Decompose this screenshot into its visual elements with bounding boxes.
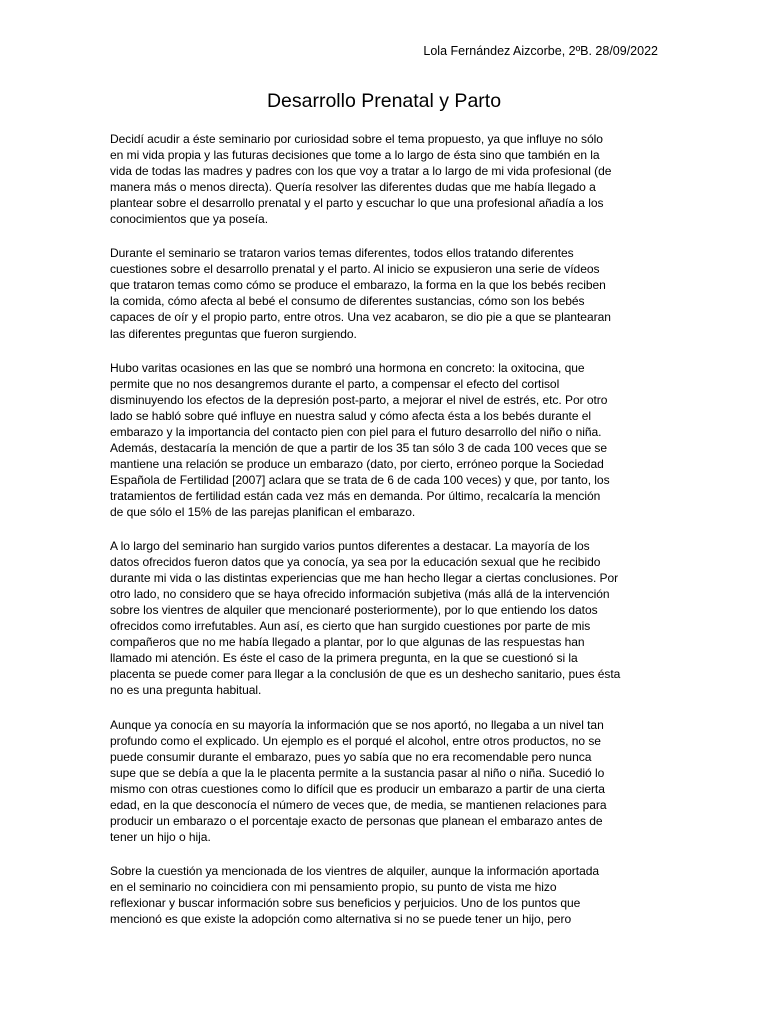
text-line: capaces de oír y el propio parto, entre otros. Una vez acabaron, se dio pie a que se plantearan: [110, 310, 611, 325]
text-line: profundo como el explicado. Un ejemplo es el porqué el alcohol, entre otros productos, no se: [110, 733, 601, 748]
text-line: no es una pregunta habitual.: [110, 683, 262, 698]
paragraph: [110, 717, 660, 845]
paragraph: [110, 245, 660, 341]
text-line: edad, en la que desconocía el número de veces que, de media, se mantienen relaciones para: [110, 797, 607, 812]
text-line: otro lado, no considero que se haya ofrecido información subjetiva (más allá de la intervención: [110, 587, 610, 602]
text-line: manera más o menos directa). Quería resolver las diferentes dudas que me había llegado a: [110, 180, 596, 195]
text-line: mantiene una relación se produce un embarazo (dato, por cierto, erróneo porque la Sociedad: [110, 456, 604, 471]
text-line: producir un embarazo o el porcentaje exacto de personas que planean el embarazo antes de: [110, 813, 603, 828]
text-line: Durante el seminario se trataron varios temas diferentes, todos ellos tratando diferentes: [110, 246, 574, 261]
text-line: tratamientos de fertilidad están cada vez más en demanda. Por último, recalcaría la mención: [110, 488, 601, 503]
text-line: mencionó es que existe la adopción como alternativa si no se puede tener un hijo, pero: [110, 912, 572, 927]
text-line: embarazo y la importancia del contacto pien con piel para el futuro desarrollo del niño o niña.: [110, 424, 602, 439]
text-line: datos ofrecidos fueron datos que ya conocía, ya sea por la educación sexual que he recibido: [110, 555, 601, 570]
text-line: ofrecidos como irrefutables. Aun así, es cierto que han surgido cuestiones por parte de mis: [110, 619, 591, 634]
document-title: Desarrollo Prenatal y Parto: [266, 90, 502, 112]
text-line: reflexionar y buscar información sobre sus beneficios y perjuicios. Uno de los puntos que: [110, 895, 581, 910]
text-line: que trataron temas como cómo se produce el embarazo, la forma en la que los bebés reciben: [110, 278, 606, 293]
text-line: Hubo varitas ocasiones en las que se nombró una hormona en concreto: la oxitocina, que: [110, 360, 585, 375]
paragraph: [110, 538, 660, 698]
text-line: tener un hijo o hija.: [110, 829, 211, 844]
text-line: mismo con otras cuestiones como lo difícil que es producir un embarazo a partir de una cierta: [110, 781, 605, 796]
text-line: supe que se debía a que la le placenta permite a la sustancia pasar al niño o niña. Sucedió lo: [110, 765, 605, 780]
text-line: Decidí acudir a éste seminario por curiosidad sobre el tema propuesto, ya que influye no sólo: [110, 132, 603, 146]
text-line: cuestiones sobre el desarrollo prenatal y el parto. Al inicio se expusieron una serie de vídeos: [110, 262, 600, 277]
text-line: Aunque ya conocía en su mayoría la información que se nos aportó, no llegaba a un nivel tan: [110, 717, 604, 732]
paragraph: [110, 360, 660, 520]
text-line: en mi vida propia y las futuras decisiones que tome a lo largo de ésta sino que también en la: [110, 148, 600, 163]
text-line: plantear sobre el desarrollo prenatal y el parto y escuchar lo que una profesional añadía a los: [110, 196, 604, 211]
paragraph: [110, 131, 660, 227]
text-line: durante mi vida o las distintas experiencias que me han hecho llegar a ciertas conclusiones. Por: [110, 571, 619, 586]
text-line: la comida, cómo afecta al bebé el consumo de diferentes sustancias, cómo son los bebés: [110, 294, 585, 309]
text-line: sobre los vientres de alquiler que mencionaré posteriormente), por lo que entiendo los datos: [110, 603, 598, 618]
text-line: disminuyendo los efectos de la depresión post-parto, a mejorar el nivel de estrés, etc. Por otro: [110, 392, 608, 407]
text-line: vida de todas las madres y padres con los que voy a tratar a lo largo de mi vida profesional (de: [110, 164, 612, 179]
document-body: [110, 131, 660, 945]
text-line: compañeros que no me había llegado a plantar, por lo que algunas de las respuestas han: [110, 635, 585, 650]
text-line: Además, destacaría la mención de que a partir de los 35 tan sólo 3 de cada 100 veces que se: [110, 440, 608, 455]
text-line: permite que no nos desangremos durante el parto, a compensar el efecto del cortisol: [110, 376, 560, 391]
text-line: conocimientos que ya poseía.: [110, 212, 268, 227]
text-line: Sobre la cuestión ya mencionada de los vientres de alquiler, aunque la información aportada: [110, 863, 600, 878]
text-line: A lo largo del seminario han surgido varios puntos diferentes a destacar. La mayoría de los: [110, 539, 590, 554]
text-line: puede consumir durante el embarazo, pues yo sabía que no era recomendable pero nunca: [110, 749, 592, 764]
text-line: placenta se puede comer para llegar a la conclusión de que es un deshecho sanitario, pues ésta: [110, 667, 621, 682]
author-date-line: Lola Fernández Aizcorbe, 2ºB. 28/09/2022: [423, 44, 658, 58]
text-line: de que sólo el 15% de las parejas planifican el embarazo.: [110, 504, 416, 519]
text-line: Española de Fertilidad [2007] aclara que se trata de 6 de cada 100 veces) y que, por tanto, los: [110, 472, 610, 487]
text-line: las diferentes preguntas que fueron surgiendo.: [110, 326, 357, 341]
text-line: lado se habló sobre qué influye en nuestra salud y cómo afecta ésta a los bebés durante el: [110, 408, 592, 423]
text-line: llamado mi atención. Es éste el caso de la primera pregunta, en la que se cuestionó si la: [110, 651, 578, 666]
text-line: en el seminario no coincidiera con mi pensamiento propio, su punto de vista me hizo: [110, 879, 557, 894]
paragraph: [110, 863, 660, 927]
